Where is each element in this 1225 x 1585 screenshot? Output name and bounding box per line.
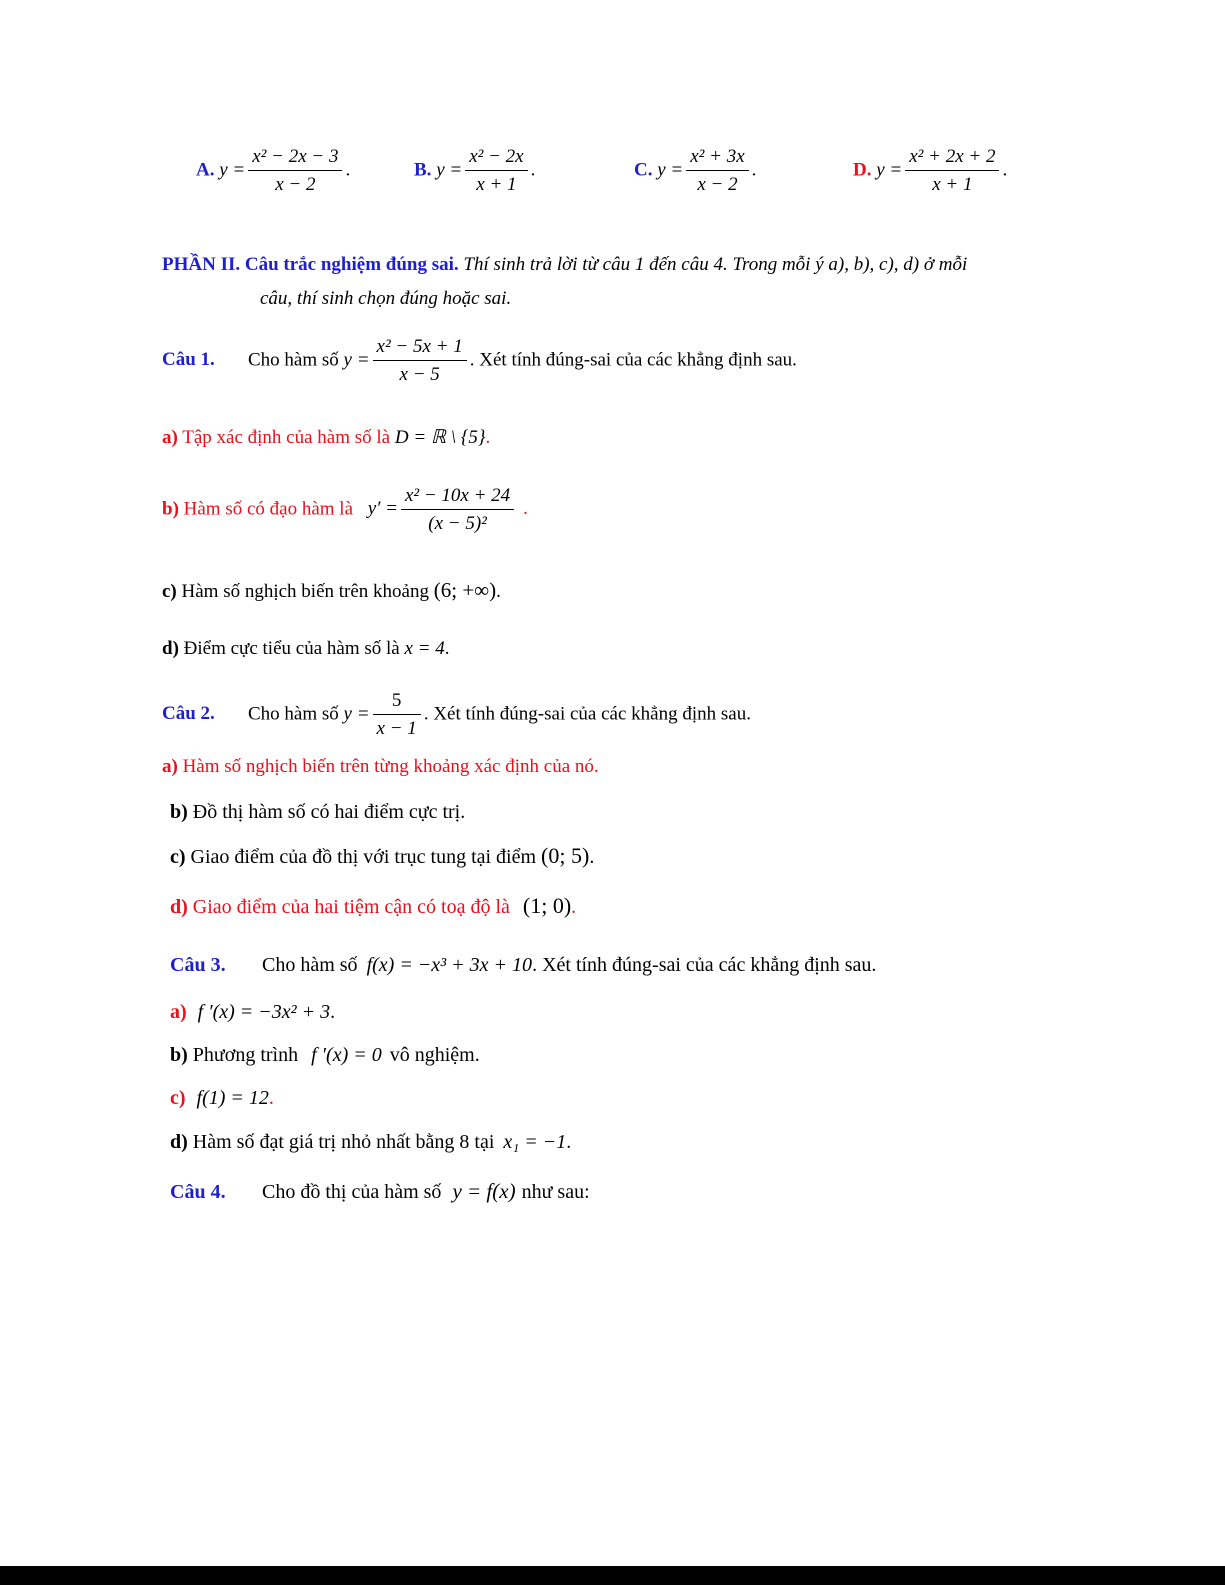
q3-a-label: a) bbox=[170, 1001, 187, 1023]
question-3-intro: Cho hàm số bbox=[262, 954, 358, 976]
question-3 bbox=[170, 954, 876, 977]
q3-c-end: . bbox=[268, 1087, 274, 1109]
option-a-label: A. bbox=[196, 159, 215, 181]
q3-b-text1: Phương trình bbox=[192, 1044, 299, 1066]
q2-d-label: d) bbox=[170, 896, 188, 918]
q2-c-label: c) bbox=[170, 846, 186, 868]
question-1-numerator: x² − 5x + 1 bbox=[373, 336, 467, 361]
option-d bbox=[853, 146, 1007, 196]
option-a-denominator: x − 2 bbox=[275, 174, 316, 195]
option-c-numerator: x² + 3x bbox=[686, 146, 748, 171]
question-3-math: f(x) = −x³ + 3x + 10 bbox=[366, 954, 533, 976]
q2-d-text: Giao điểm của hai tiệm cận có toạ độ là bbox=[192, 896, 510, 918]
q2-a-text: Hàm số nghịch biến trên từng khoảng xác định của nó. bbox=[182, 756, 599, 777]
question-2-lhs: y = bbox=[343, 703, 370, 725]
question-4-tail: như sau: bbox=[521, 1181, 590, 1203]
q3-statement-c bbox=[170, 1087, 274, 1110]
q3-c-math: f(1) = 12 bbox=[196, 1087, 269, 1109]
option-d-label: D. bbox=[853, 159, 872, 181]
question-1-denominator: x − 5 bbox=[399, 364, 440, 385]
option-d-lhs: y = bbox=[876, 159, 903, 181]
q3-c-label: c) bbox=[170, 1087, 186, 1109]
question-2-label: Câu 2. bbox=[162, 703, 215, 725]
option-c-label: C. bbox=[634, 159, 653, 181]
q1-statement-a bbox=[162, 426, 490, 449]
question-1-fraction bbox=[373, 336, 467, 386]
q3-d-text: Hàm số đạt giá trị nhỏ nhất bằng 8 tại bbox=[192, 1131, 495, 1153]
q2-a-label: a) bbox=[162, 756, 178, 777]
option-a-fraction bbox=[248, 146, 342, 196]
option-c-end: . bbox=[751, 159, 757, 181]
section-heading bbox=[162, 254, 967, 276]
option-d-numerator: x² + 2x + 2 bbox=[905, 146, 999, 171]
q1-b-lhs: y′ = bbox=[367, 498, 398, 520]
q2-statement-d bbox=[170, 893, 576, 919]
option-a-end: . bbox=[345, 159, 351, 181]
q3-b-text2: vô nghiệm. bbox=[389, 1044, 480, 1066]
q2-c-math: (0; 5) bbox=[541, 843, 590, 868]
q3-d-label: d) bbox=[170, 1131, 188, 1153]
q2-statement-b bbox=[170, 801, 465, 824]
q2-statement-a bbox=[162, 756, 599, 778]
option-b-denominator: x + 1 bbox=[476, 174, 517, 195]
question-1-intro: Cho hàm số bbox=[248, 349, 339, 371]
question-2-intro: Cho hàm số bbox=[248, 703, 339, 725]
q1-d-text: Điểm cực tiểu của hàm số là bbox=[183, 638, 400, 659]
question-4 bbox=[170, 1179, 590, 1204]
option-a bbox=[196, 146, 350, 196]
q1-statement-b bbox=[162, 485, 528, 535]
question-1-lhs: y = bbox=[343, 349, 370, 371]
q2-b-text: Đồ thị hàm số có hai điểm cực trị. bbox=[192, 801, 466, 823]
q2-c-end: . bbox=[589, 846, 595, 868]
question-2-denominator: x − 1 bbox=[376, 718, 417, 739]
question-4-math: y = f(x) bbox=[452, 1179, 516, 1203]
question-2-fraction bbox=[373, 690, 421, 740]
q3-statement-a bbox=[170, 1001, 335, 1024]
q1-c-label: c) bbox=[162, 581, 177, 602]
q2-statement-c bbox=[170, 843, 594, 869]
option-c-fraction bbox=[686, 146, 748, 196]
q1-statement-d bbox=[162, 638, 449, 660]
q3-d-end: . bbox=[566, 1131, 572, 1153]
option-b-label: B. bbox=[414, 159, 432, 181]
option-c-lhs: y = bbox=[657, 159, 684, 181]
q1-d-label: d) bbox=[162, 638, 179, 659]
question-3-label: Câu 3. bbox=[170, 954, 226, 976]
option-c bbox=[634, 146, 756, 196]
question-4-label: Câu 4. bbox=[170, 1181, 226, 1203]
q2-c-text: Giao điểm của đồ thị với trục tung tại điểm bbox=[190, 846, 537, 868]
q3-d-math: x₁ = −1 bbox=[503, 1131, 567, 1153]
q1-d-math: x = 4 bbox=[404, 638, 445, 659]
option-d-fraction bbox=[905, 146, 999, 196]
question-2-tail: . Xét tính đúng-sai của các khẳng định sau. bbox=[423, 703, 751, 725]
option-b bbox=[414, 146, 535, 196]
q1-a-end: . bbox=[485, 427, 491, 448]
question-4-intro: Cho đồ thị của hàm số bbox=[262, 1181, 442, 1203]
option-b-fraction bbox=[465, 146, 527, 196]
section-instruction-line1: Thí sinh trả lời từ câu 1 đến câu 4. Trong mỗi ý a), b), c), d) ở mỗi bbox=[463, 254, 968, 275]
q3-b-math: f ′(x) = 0 bbox=[311, 1044, 382, 1066]
option-b-lhs: y = bbox=[436, 159, 463, 181]
q1-c-math: (6; +∞) bbox=[433, 578, 497, 602]
option-c-denominator: x − 2 bbox=[697, 174, 738, 195]
option-d-denominator: x + 1 bbox=[932, 174, 973, 195]
q3-b-label: b) bbox=[170, 1044, 188, 1066]
q1-b-denominator: (x − 5)² bbox=[428, 513, 487, 534]
question-2-numerator: 5 bbox=[373, 690, 421, 715]
question-1 bbox=[162, 336, 797, 386]
question-2 bbox=[162, 690, 751, 740]
q1-c-text: Hàm số nghịch biến trên khoảng bbox=[181, 581, 429, 602]
q3-statement-d bbox=[170, 1131, 571, 1154]
q2-d-end: . bbox=[571, 896, 577, 918]
q2-b-label: b) bbox=[170, 801, 188, 823]
question-1-label: Câu 1. bbox=[162, 349, 215, 371]
q1-b-numerator: x² − 10x + 24 bbox=[401, 485, 514, 510]
question-3-tail: . Xét tính đúng-sai của các khẳng định sau. bbox=[532, 954, 877, 976]
q1-d-end: . bbox=[444, 638, 450, 659]
q1-a-label: a) bbox=[162, 427, 178, 448]
option-b-numerator: x² − 2x bbox=[465, 146, 527, 171]
q3-statement-b bbox=[170, 1044, 480, 1067]
question-1-tail: . Xét tính đúng-sai của các khẳng định sau. bbox=[469, 349, 797, 371]
bottom-bar bbox=[0, 1566, 1225, 1585]
q2-d-math: (1; 0) bbox=[522, 893, 572, 918]
section-instruction-line2: câu, thí sinh chọn đúng hoặc sai. bbox=[260, 288, 512, 309]
q3-a-end: . bbox=[330, 1001, 336, 1023]
section-title: PHẦN II. Câu trắc nghiệm đúng sai. bbox=[162, 254, 459, 275]
q1-b-fraction bbox=[401, 485, 514, 535]
q3-a-math: f ′(x) = −3x² + 3 bbox=[197, 1001, 331, 1023]
q1-c-end: . bbox=[496, 581, 501, 602]
q1-b-label: b) bbox=[162, 498, 179, 520]
q1-b-end: . bbox=[523, 498, 528, 520]
q1-statement-c bbox=[162, 578, 501, 603]
option-b-end: . bbox=[530, 159, 536, 181]
q1-b-text: Hàm số có đạo hàm là bbox=[183, 498, 354, 520]
q1-a-text: Tập xác định của hàm số là bbox=[182, 427, 391, 448]
option-d-end: . bbox=[1002, 159, 1008, 181]
option-a-lhs: y = bbox=[219, 159, 246, 181]
option-a-numerator: x² − 2x − 3 bbox=[248, 146, 342, 171]
q1-a-math: D = ℝ \ {5} bbox=[394, 427, 486, 448]
